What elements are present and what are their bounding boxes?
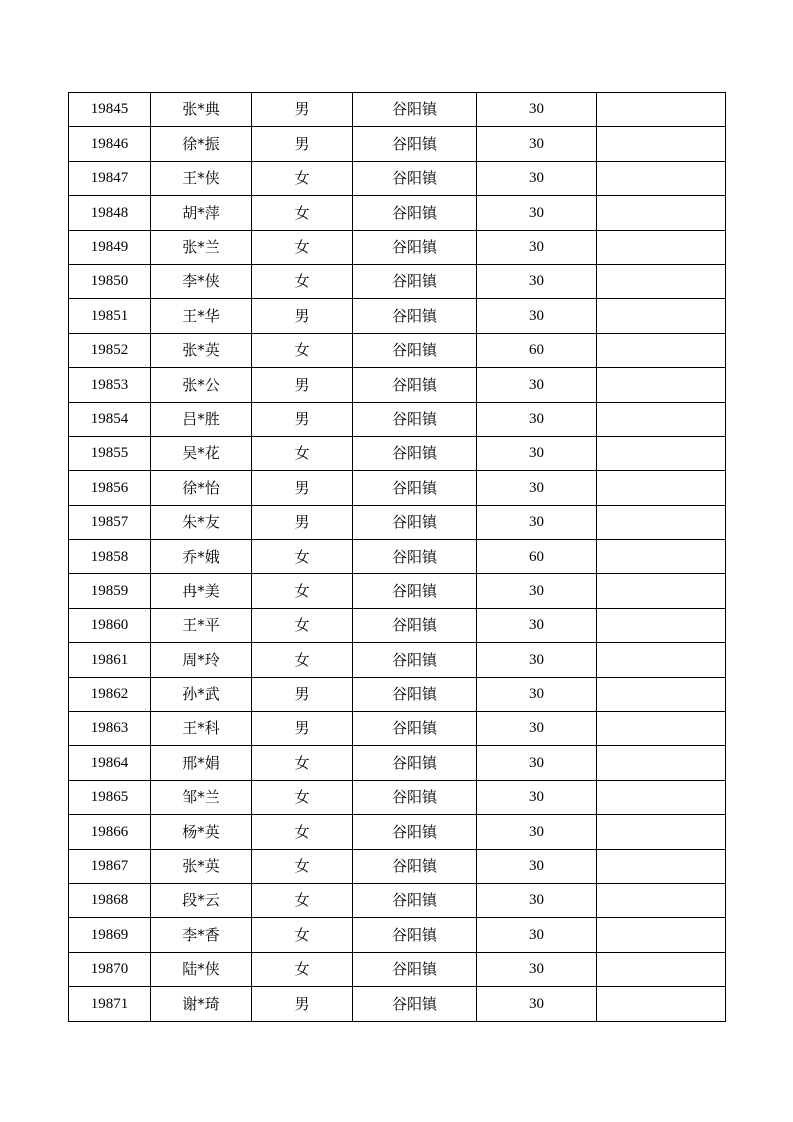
- table-row: [69, 987, 726, 1021]
- row-amount: 30: [477, 436, 597, 470]
- row-town: 谷阳镇: [353, 161, 477, 195]
- table-row: [69, 574, 726, 608]
- row-sex: 女: [252, 230, 353, 264]
- row-amount: 30: [477, 780, 597, 814]
- table-row: [69, 161, 726, 195]
- row-amount: 30: [477, 471, 597, 505]
- row-town: 谷阳镇: [353, 918, 477, 952]
- row-name: 吴*花: [151, 436, 252, 470]
- row-id: 19858: [69, 540, 151, 574]
- row-note: [597, 815, 726, 849]
- table-row: [69, 677, 726, 711]
- row-town: 谷阳镇: [353, 952, 477, 986]
- row-amount: 30: [477, 127, 597, 161]
- row-amount: 30: [477, 849, 597, 883]
- row-note: [597, 264, 726, 298]
- row-town: 谷阳镇: [353, 746, 477, 780]
- row-amount: 30: [477, 883, 597, 917]
- row-note: [597, 608, 726, 642]
- row-amount: 30: [477, 299, 597, 333]
- row-town: 谷阳镇: [353, 712, 477, 746]
- row-sex: 女: [252, 196, 353, 230]
- row-sex: 男: [252, 127, 353, 161]
- row-town: 谷阳镇: [353, 264, 477, 298]
- row-id: 19848: [69, 196, 151, 230]
- row-note: [597, 540, 726, 574]
- row-sex: 男: [252, 505, 353, 539]
- row-amount: 30: [477, 815, 597, 849]
- row-amount: 30: [477, 746, 597, 780]
- row-id: 19852: [69, 333, 151, 367]
- table-row: [69, 608, 726, 642]
- table-row: [69, 780, 726, 814]
- row-sex: 女: [252, 952, 353, 986]
- row-sex: 女: [252, 436, 353, 470]
- table-row: [69, 712, 726, 746]
- table-row: [69, 849, 726, 883]
- row-sex: 女: [252, 883, 353, 917]
- row-name: 邹*兰: [151, 780, 252, 814]
- row-town: 谷阳镇: [353, 402, 477, 436]
- row-amount: 30: [477, 196, 597, 230]
- row-town: 谷阳镇: [353, 196, 477, 230]
- row-note: [597, 161, 726, 195]
- row-id: 19855: [69, 436, 151, 470]
- row-note: [597, 712, 726, 746]
- row-amount: 30: [477, 505, 597, 539]
- row-note: [597, 883, 726, 917]
- row-note: [597, 471, 726, 505]
- row-town: 谷阳镇: [353, 815, 477, 849]
- row-note: [597, 505, 726, 539]
- row-sex: 女: [252, 574, 353, 608]
- row-sex: 女: [252, 540, 353, 574]
- roster-table-body: [69, 93, 726, 1022]
- row-name: 张*英: [151, 333, 252, 367]
- row-id: 19864: [69, 746, 151, 780]
- row-town: 谷阳镇: [353, 471, 477, 505]
- row-id: 19862: [69, 677, 151, 711]
- row-sex: 女: [252, 161, 353, 195]
- row-note: [597, 987, 726, 1021]
- row-id: 19847: [69, 161, 151, 195]
- row-amount: 30: [477, 608, 597, 642]
- row-id: 19850: [69, 264, 151, 298]
- row-id: 19845: [69, 93, 151, 127]
- row-town: 谷阳镇: [353, 849, 477, 883]
- row-name: 徐*怡: [151, 471, 252, 505]
- row-name: 谢*琦: [151, 987, 252, 1021]
- row-sex: 男: [252, 712, 353, 746]
- row-note: [597, 780, 726, 814]
- row-id: 19861: [69, 643, 151, 677]
- table-row: [69, 918, 726, 952]
- row-name: 杨*英: [151, 815, 252, 849]
- row-note: [597, 127, 726, 161]
- row-name: 张*公: [151, 368, 252, 402]
- row-id: 19870: [69, 952, 151, 986]
- row-amount: 60: [477, 333, 597, 367]
- row-note: [597, 643, 726, 677]
- row-town: 谷阳镇: [353, 987, 477, 1021]
- row-town: 谷阳镇: [353, 505, 477, 539]
- table-row: [69, 952, 726, 986]
- table-row: [69, 815, 726, 849]
- table-row: [69, 883, 726, 917]
- table-row: [69, 436, 726, 470]
- row-town: 谷阳镇: [353, 540, 477, 574]
- row-sex: 女: [252, 608, 353, 642]
- table-row: [69, 505, 726, 539]
- row-town: 谷阳镇: [353, 643, 477, 677]
- row-id: 19871: [69, 987, 151, 1021]
- row-town: 谷阳镇: [353, 230, 477, 264]
- row-id: 19869: [69, 918, 151, 952]
- row-name: 乔*娥: [151, 540, 252, 574]
- table-row: [69, 368, 726, 402]
- row-town: 谷阳镇: [353, 677, 477, 711]
- row-note: [597, 952, 726, 986]
- row-id: 19853: [69, 368, 151, 402]
- row-note: [597, 402, 726, 436]
- row-note: [597, 368, 726, 402]
- row-id: 19863: [69, 712, 151, 746]
- row-note: [597, 849, 726, 883]
- table-row: [69, 127, 726, 161]
- row-sex: 男: [252, 299, 353, 333]
- row-name: 张*兰: [151, 230, 252, 264]
- row-amount: 30: [477, 643, 597, 677]
- row-id: 19866: [69, 815, 151, 849]
- table-row: [69, 196, 726, 230]
- row-id: 19868: [69, 883, 151, 917]
- row-name: 张*典: [151, 93, 252, 127]
- row-sex: 男: [252, 368, 353, 402]
- row-note: [597, 574, 726, 608]
- row-note: [597, 333, 726, 367]
- row-note: [597, 677, 726, 711]
- row-town: 谷阳镇: [353, 333, 477, 367]
- row-note: [597, 746, 726, 780]
- row-town: 谷阳镇: [353, 368, 477, 402]
- row-name: 陆*侠: [151, 952, 252, 986]
- row-sex: 男: [252, 677, 353, 711]
- row-sex: 女: [252, 849, 353, 883]
- row-amount: 30: [477, 952, 597, 986]
- row-amount: 30: [477, 918, 597, 952]
- row-sex: 男: [252, 987, 353, 1021]
- row-name: 邢*娟: [151, 746, 252, 780]
- row-name: 吕*胜: [151, 402, 252, 436]
- row-name: 王*华: [151, 299, 252, 333]
- table-row: [69, 230, 726, 264]
- row-town: 谷阳镇: [353, 127, 477, 161]
- table-row: [69, 333, 726, 367]
- row-amount: 30: [477, 574, 597, 608]
- row-town: 谷阳镇: [353, 883, 477, 917]
- row-amount: 30: [477, 712, 597, 746]
- row-note: [597, 299, 726, 333]
- row-town: 谷阳镇: [353, 608, 477, 642]
- row-amount: 30: [477, 987, 597, 1021]
- row-id: 19867: [69, 849, 151, 883]
- row-note: [597, 436, 726, 470]
- table-row: [69, 643, 726, 677]
- row-id: 19859: [69, 574, 151, 608]
- row-id: 19854: [69, 402, 151, 436]
- row-sex: 女: [252, 264, 353, 298]
- table-row: [69, 299, 726, 333]
- row-id: 19851: [69, 299, 151, 333]
- row-note: [597, 93, 726, 127]
- row-name: 王*科: [151, 712, 252, 746]
- row-sex: 女: [252, 815, 353, 849]
- row-town: 谷阳镇: [353, 780, 477, 814]
- row-amount: 30: [477, 368, 597, 402]
- table-row: [69, 93, 726, 127]
- row-amount: 30: [477, 93, 597, 127]
- row-id: 19846: [69, 127, 151, 161]
- row-sex: 女: [252, 780, 353, 814]
- row-id: 19865: [69, 780, 151, 814]
- row-name: 胡*萍: [151, 196, 252, 230]
- row-sex: 女: [252, 333, 353, 367]
- row-id: 19857: [69, 505, 151, 539]
- row-note: [597, 196, 726, 230]
- row-amount: 30: [477, 402, 597, 436]
- row-name: 王*平: [151, 608, 252, 642]
- table-row: [69, 471, 726, 505]
- row-name: 李*侠: [151, 264, 252, 298]
- row-amount: 60: [477, 540, 597, 574]
- row-id: 19856: [69, 471, 151, 505]
- table-row: [69, 402, 726, 436]
- row-amount: 30: [477, 230, 597, 264]
- row-sex: 女: [252, 643, 353, 677]
- row-amount: 30: [477, 161, 597, 195]
- row-town: 谷阳镇: [353, 93, 477, 127]
- row-amount: 30: [477, 677, 597, 711]
- row-sex: 男: [252, 471, 353, 505]
- row-sex: 男: [252, 93, 353, 127]
- row-sex: 女: [252, 746, 353, 780]
- table-row: [69, 540, 726, 574]
- row-amount: 30: [477, 264, 597, 298]
- row-town: 谷阳镇: [353, 436, 477, 470]
- row-town: 谷阳镇: [353, 299, 477, 333]
- row-name: 徐*振: [151, 127, 252, 161]
- row-name: 冉*美: [151, 574, 252, 608]
- row-name: 段*云: [151, 883, 252, 917]
- table-row: [69, 746, 726, 780]
- row-note: [597, 230, 726, 264]
- row-note: [597, 918, 726, 952]
- row-name: 朱*友: [151, 505, 252, 539]
- row-sex: 男: [252, 402, 353, 436]
- row-name: 周*玲: [151, 643, 252, 677]
- row-id: 19849: [69, 230, 151, 264]
- row-name: 孙*武: [151, 677, 252, 711]
- row-name: 张*英: [151, 849, 252, 883]
- row-name: 王*侠: [151, 161, 252, 195]
- table-row: [69, 264, 726, 298]
- row-id: 19860: [69, 608, 151, 642]
- row-sex: 女: [252, 918, 353, 952]
- row-name: 李*香: [151, 918, 252, 952]
- row-town: 谷阳镇: [353, 574, 477, 608]
- roster-table: [68, 92, 726, 1022]
